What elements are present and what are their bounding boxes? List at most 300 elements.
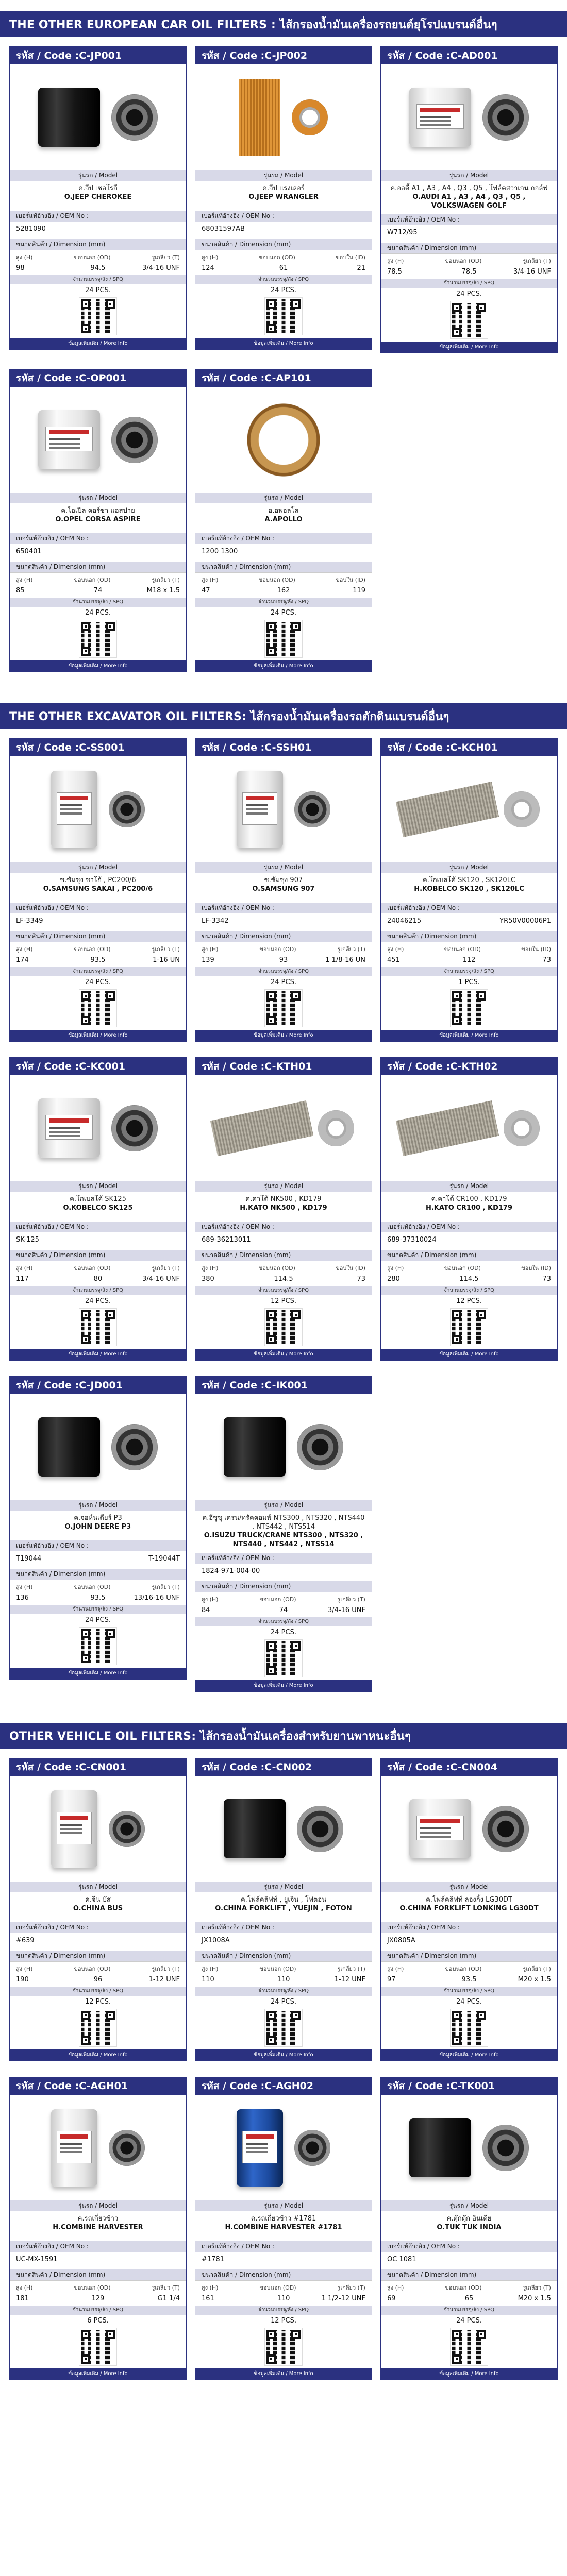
filter-element bbox=[239, 79, 280, 156]
spq-label: จำนวนบรรจุ/ลัง / SPQ bbox=[381, 2306, 557, 2315]
filter-canister bbox=[237, 771, 283, 848]
spq-value: 6 PCS. bbox=[87, 2317, 109, 2325]
dimension-values bbox=[195, 1975, 372, 1987]
product-card[interactable] bbox=[9, 738, 187, 1042]
product-grid bbox=[0, 37, 567, 688]
dimension-headers bbox=[10, 2280, 186, 2294]
product-image bbox=[10, 1394, 186, 1500]
filter-canister bbox=[51, 771, 97, 848]
filter-canister bbox=[409, 88, 471, 147]
more-info-link[interactable]: ข้อมูลเพิ่มเติม / More Info bbox=[10, 1030, 186, 1041]
code-value: C-TK001 bbox=[450, 2080, 495, 2092]
spq-label: จำนวนบรรจุ/ลัง / SPQ bbox=[381, 1286, 557, 1295]
dimension-header: รูเกลียว (T) bbox=[152, 577, 180, 583]
dimension-value: 78.5 bbox=[387, 268, 402, 276]
product-code bbox=[381, 739, 557, 756]
product-card[interactable] bbox=[380, 46, 558, 353]
code-prefix: รหัส / Code : bbox=[202, 2080, 265, 2092]
code-prefix: รหัส / Code : bbox=[202, 372, 265, 384]
dimension-values bbox=[381, 2294, 557, 2306]
more-info-link[interactable]: ข้อมูลเพิ่มเติม / More Info bbox=[195, 338, 372, 349]
dimension-headers bbox=[381, 942, 557, 955]
model-thai: ค.โกเบลโค้ SK125 bbox=[70, 1195, 126, 1203]
code-prefix: รหัส / Code : bbox=[387, 742, 451, 753]
model-english: O.CHINA FORKLIFT LONKING LG30DT bbox=[399, 1905, 539, 1912]
qr-code[interactable] bbox=[79, 1309, 116, 1346]
product-image bbox=[195, 756, 372, 862]
dimension-header: ขอบนอก (OD) bbox=[74, 254, 111, 261]
dimension-header: สูง (H) bbox=[16, 1965, 33, 1972]
product-card[interactable] bbox=[195, 2077, 372, 2380]
more-info-link[interactable]: ข้อมูลเพิ่มเติม / More Info bbox=[381, 2049, 557, 2061]
product-card[interactable] bbox=[9, 1758, 187, 2061]
product-image bbox=[195, 1394, 372, 1500]
dimension-header: สูง (H) bbox=[202, 946, 219, 953]
oem-numbers bbox=[10, 913, 186, 931]
spq-label: จำนวนบรรจุ/ลัง / SPQ bbox=[195, 1286, 372, 1295]
more-info-link[interactable]: ข้อมูลเพิ่มเติม / More Info bbox=[10, 2368, 186, 2380]
dimension-value: 13/16-16 UNF bbox=[134, 1594, 180, 1602]
product-card[interactable] bbox=[195, 46, 372, 350]
product-card[interactable] bbox=[9, 2077, 187, 2380]
filter-base-plate bbox=[109, 791, 145, 827]
product-grid bbox=[0, 729, 567, 1707]
dimension-value: 117 bbox=[16, 1275, 29, 1283]
dimension-value: M20 x 1.5 bbox=[518, 2295, 551, 2302]
oem-label: เบอร์แท้อ้างอิง / OEM No : bbox=[381, 214, 557, 225]
dimension-value: 1 1/8-16 UN bbox=[325, 956, 365, 964]
qr-code[interactable] bbox=[451, 1309, 488, 1346]
dimension-header: สูง (H) bbox=[16, 1265, 33, 1272]
model-label: รุ่นรถ / Model bbox=[195, 1500, 372, 1511]
dimension-values bbox=[10, 1593, 186, 1605]
dimension-header: ขอบนอก (OD) bbox=[258, 1265, 295, 1272]
qr-row bbox=[10, 1308, 186, 1349]
oem-numbers bbox=[10, 222, 186, 239]
dimension-value: 61 bbox=[279, 264, 288, 272]
dimension-headers bbox=[195, 1961, 372, 1975]
dimension-header: รูเกลียว (T) bbox=[152, 1265, 180, 1272]
qr-code[interactable] bbox=[265, 2328, 302, 2365]
dimension-values bbox=[195, 1274, 372, 1286]
product-card[interactable] bbox=[380, 1057, 558, 1361]
product-code bbox=[381, 1758, 557, 1776]
product-image bbox=[195, 64, 372, 170]
dimension-label: ขนาดสินค้า / Dimension (mm) bbox=[10, 1250, 186, 1261]
product-code bbox=[195, 47, 372, 64]
product-card[interactable] bbox=[195, 369, 372, 672]
dimension-values bbox=[10, 1975, 186, 1987]
filter-base-plate bbox=[111, 94, 158, 141]
model-thai: ค.จอห์นเดียร์ P3 bbox=[74, 1514, 122, 1522]
model-box bbox=[10, 873, 186, 903]
oem-numbers bbox=[195, 1933, 372, 1951]
qr-code[interactable] bbox=[79, 990, 116, 1027]
dimension-values bbox=[10, 586, 186, 598]
dimension-value: 280 bbox=[387, 1275, 400, 1283]
dimension-label: ขนาดสินค้า / Dimension (mm) bbox=[381, 931, 557, 942]
filter-element bbox=[396, 1100, 499, 1156]
dimension-values bbox=[10, 1274, 186, 1286]
oem-number: W712/95 bbox=[387, 229, 418, 236]
dimension-header: ขอบใน (ID) bbox=[521, 946, 551, 953]
code-prefix: รหัส / Code : bbox=[202, 1061, 265, 1072]
dimension-header: ขอบนอก (OD) bbox=[258, 577, 295, 583]
qr-finder bbox=[266, 1666, 276, 1675]
oem-label: เบอร์แท้อ้างอิง / OEM No : bbox=[381, 1922, 557, 1933]
code-value: C-AGH02 bbox=[264, 2080, 314, 2092]
product-image bbox=[195, 2095, 372, 2200]
dimension-value: 181 bbox=[16, 2295, 29, 2302]
model-box bbox=[381, 181, 557, 214]
qr-finder bbox=[81, 991, 90, 1001]
dimension-value: 65 bbox=[464, 2295, 474, 2302]
qr-row bbox=[195, 1639, 372, 1680]
code-value: C-OP001 bbox=[79, 372, 127, 384]
dimension-header: ขอบใน (ID) bbox=[336, 254, 365, 261]
qr-code[interactable] bbox=[79, 620, 116, 657]
product-card[interactable] bbox=[195, 1758, 372, 2061]
code-prefix: รหัส / Code : bbox=[16, 2080, 79, 2092]
product-code bbox=[10, 47, 186, 64]
dimension-headers bbox=[381, 1961, 557, 1975]
qr-code[interactable] bbox=[265, 990, 302, 1027]
oem-number: T19044 bbox=[16, 1555, 42, 1563]
product-code bbox=[381, 47, 557, 64]
dimension-values bbox=[381, 1975, 557, 1987]
oem-numbers bbox=[195, 544, 372, 562]
qr-finder bbox=[266, 991, 276, 1001]
product-image bbox=[381, 2095, 557, 2200]
model-label: รุ่นรถ / Model bbox=[10, 1181, 186, 1192]
spq-label: จำนวนบรรจุ/ลัง / SPQ bbox=[381, 1987, 557, 1996]
product-card[interactable] bbox=[9, 46, 187, 350]
product-image bbox=[195, 387, 372, 493]
qr-finder bbox=[291, 1310, 301, 1319]
dimension-header: ขอบนอก (OD) bbox=[74, 2284, 111, 2291]
product-image bbox=[10, 756, 186, 862]
code-value: C-KCH01 bbox=[450, 742, 498, 753]
oem-label: เบอร์แท้อ้างอิง / OEM No : bbox=[381, 2241, 557, 2252]
oem-numbers bbox=[10, 1551, 186, 1569]
dimension-header: สูง (H) bbox=[16, 2284, 33, 2291]
dimension-value: 73 bbox=[542, 956, 551, 964]
qr-finder bbox=[266, 2330, 276, 2339]
filter-canister bbox=[38, 1417, 100, 1477]
more-info-link[interactable]: ข้อมูลเพิ่มเติม / More Info bbox=[195, 660, 372, 672]
product-image bbox=[10, 1776, 186, 1882]
qr-finder bbox=[452, 1335, 461, 1344]
dimension-header: สูง (H) bbox=[202, 1265, 219, 1272]
more-info-link[interactable]: ข้อมูลเพิ่มเติม / More Info bbox=[195, 2368, 372, 2380]
product-code bbox=[10, 1058, 186, 1075]
dimension-header: ขอบนอก (OD) bbox=[259, 1965, 296, 1972]
qr-code[interactable] bbox=[451, 2009, 488, 2046]
more-info-link[interactable]: ข้อมูลเพิ่มเติม / More Info bbox=[10, 660, 186, 672]
qr-finder bbox=[477, 1310, 486, 1319]
model-english: H.KATO CR100 , KD179 bbox=[425, 1204, 513, 1212]
more-info-link[interactable]: ข้อมูลเพิ่มเติม / More Info bbox=[10, 2049, 186, 2061]
spq-label: จำนวนบรรจุ/ลัง / SPQ bbox=[10, 598, 186, 607]
model-english: H.KATO NK500 , KD179 bbox=[240, 1204, 327, 1212]
spq-label: จำนวนบรรจุ/ลัง / SPQ bbox=[10, 1286, 186, 1295]
filter-element bbox=[396, 782, 499, 837]
filter-canister bbox=[38, 410, 100, 469]
dimension-header: สูง (H) bbox=[202, 254, 219, 261]
qr-code[interactable] bbox=[451, 2328, 488, 2365]
spq-label: จำนวนบรรจุ/ลัง / SPQ bbox=[195, 1617, 372, 1626]
dimension-header: สูง (H) bbox=[387, 2284, 404, 2291]
code-prefix: รหัส / Code : bbox=[202, 50, 265, 61]
code-value: C-CN001 bbox=[79, 1761, 126, 1773]
model-english: O.TUK TUK INDIA bbox=[437, 2224, 502, 2231]
dimension-label: ขนาดสินค้า / Dimension (mm) bbox=[381, 2269, 557, 2280]
product-card[interactable] bbox=[9, 1057, 187, 1361]
oem-numbers bbox=[10, 1232, 186, 1250]
more-info-link[interactable]: ข้อมูลเพิ่มเติม / More Info bbox=[195, 2049, 372, 2061]
model-box bbox=[195, 873, 372, 903]
dimension-header: สูง (H) bbox=[387, 1265, 404, 1272]
dimension-label: ขนาดสินค้า / Dimension (mm) bbox=[195, 239, 372, 250]
product-image bbox=[381, 1776, 557, 1882]
more-info-link[interactable]: ข้อมูลเพิ่มเติม / More Info bbox=[10, 1668, 186, 1679]
dimension-value: 1-12 UNF bbox=[148, 1976, 180, 1984]
dimension-header: สูง (H) bbox=[16, 577, 33, 583]
more-info-link[interactable]: ข้อมูลเพิ่มเติม / More Info bbox=[381, 342, 557, 353]
dimension-header: รูเกลียว (T) bbox=[152, 254, 180, 261]
dimension-label: ขนาดสินค้า / Dimension (mm) bbox=[10, 1951, 186, 1961]
dimension-header: รูเกลียว (T) bbox=[337, 1596, 365, 1603]
dimension-value: 3/4-16 UNF bbox=[142, 1275, 180, 1283]
filter-base-plate bbox=[111, 417, 158, 463]
filter-canister bbox=[409, 1799, 471, 1858]
more-info-link[interactable]: ข้อมูลเพิ่มเติม / More Info bbox=[10, 338, 186, 349]
more-info-link[interactable]: ข้อมูลเพิ่มเติม / More Info bbox=[10, 1349, 186, 1360]
model-english: O.SAMSUNG SAKAI , PC200/6 bbox=[43, 885, 153, 893]
dimension-values bbox=[381, 955, 557, 967]
qr-code[interactable] bbox=[451, 990, 488, 1027]
dimension-value: 110 bbox=[277, 2295, 290, 2302]
dimension-values bbox=[10, 955, 186, 967]
oem-numbers bbox=[195, 2252, 372, 2269]
model-english: H.KOBELCO SK120 , SK120LC bbox=[414, 885, 524, 893]
qr-finder bbox=[291, 2330, 301, 2339]
filter-canister bbox=[38, 1098, 100, 1158]
dimension-value: 74 bbox=[93, 587, 103, 595]
qr-row bbox=[10, 1626, 186, 1668]
qr-finder bbox=[291, 991, 301, 1001]
more-info-link[interactable]: ข้อมูลเพิ่มเติม / More Info bbox=[195, 1030, 372, 1041]
qr-code[interactable] bbox=[265, 620, 302, 657]
qr-code[interactable] bbox=[265, 2009, 302, 2046]
product-card[interactable] bbox=[380, 1758, 558, 2061]
dimension-headers bbox=[381, 1261, 557, 1274]
model-box bbox=[10, 181, 186, 211]
oem-number: 689-36213011 bbox=[202, 1236, 251, 1244]
qr-finder bbox=[452, 303, 461, 312]
dimension-header: สูง (H) bbox=[387, 1965, 404, 1972]
model-box bbox=[10, 1892, 186, 1922]
product-code bbox=[10, 2077, 186, 2095]
dimension-value: 112 bbox=[462, 956, 476, 964]
spq-label: จำนวนบรรจุ/ลัง / SPQ bbox=[10, 2306, 186, 2315]
spq-value: 12 PCS. bbox=[85, 1998, 111, 2006]
dimension-header: สูง (H) bbox=[202, 1965, 219, 1972]
dimension-values bbox=[381, 267, 557, 279]
qr-finder bbox=[477, 991, 486, 1001]
product-card[interactable] bbox=[195, 738, 372, 1042]
catalog-section bbox=[0, 1723, 567, 2396]
dimension-header: รูเกลียว (T) bbox=[152, 946, 180, 953]
model-thai: ค.คาโต้ NK500 , KD179 bbox=[245, 1195, 322, 1203]
product-card[interactable] bbox=[195, 1376, 372, 1692]
dimension-header: รูเกลียว (T) bbox=[337, 1965, 365, 1972]
product-code bbox=[381, 2077, 557, 2095]
more-info-link[interactable]: ข้อมูลเพิ่มเติม / More Info bbox=[381, 1349, 557, 1360]
qr-finder bbox=[452, 2354, 461, 2364]
spq-label: จำนวนบรรจุ/ลัง / SPQ bbox=[195, 598, 372, 607]
oem-numbers bbox=[381, 2252, 557, 2269]
spq-value: 24 PCS. bbox=[85, 978, 111, 986]
more-info-link[interactable]: ข้อมูลเพิ่มเติม / More Info bbox=[195, 1680, 372, 1691]
dimension-header: รูเกลียว (T) bbox=[523, 1965, 551, 1972]
oem-label: เบอร์แท้อ้างอิง / OEM No : bbox=[195, 1922, 372, 1933]
filter-canister bbox=[224, 1799, 286, 1858]
qr-row bbox=[195, 297, 372, 338]
section-title: THE OTHER EUROPEAN CAR OIL FILTERS : ไส้กรองน้ำมันเครื่องรถยนต์ยุโรปแบรนด์อื่นๆ bbox=[0, 11, 567, 37]
filter-label bbox=[242, 792, 277, 825]
dimension-header: ขอบใน (ID) bbox=[521, 1265, 551, 1272]
filter-canister bbox=[237, 2109, 283, 2187]
qr-code[interactable] bbox=[79, 2328, 116, 2365]
spq-label: จำนวนบรรจุ/ลัง / SPQ bbox=[10, 1987, 186, 1996]
dimension-values bbox=[195, 2294, 372, 2306]
product-card[interactable] bbox=[380, 2077, 558, 2380]
product-card[interactable] bbox=[9, 369, 187, 672]
model-thai: ซ.ซัมซุง 907 bbox=[264, 876, 303, 884]
oem-label: เบอร์แท้อ้างอิง / OEM No : bbox=[10, 903, 186, 913]
oem-number: 650401 bbox=[16, 548, 42, 555]
qr-code[interactable] bbox=[79, 2009, 116, 2046]
dimension-value: 73 bbox=[542, 1275, 551, 1283]
qr-finder bbox=[81, 1629, 90, 1638]
qr-finder bbox=[266, 647, 276, 656]
code-value: C-IK001 bbox=[264, 1380, 308, 1391]
model-thai: ค.โฟล์คลิฟท์ , ยูเจิน , โฟตอน bbox=[240, 1896, 327, 1904]
model-label: รุ่นรถ / Model bbox=[10, 1882, 186, 1892]
spq-value: 1 PCS. bbox=[458, 978, 480, 986]
spq-label: จำนวนบรรจุ/ลัง / SPQ bbox=[10, 1605, 186, 1614]
oem-number: OC 1081 bbox=[387, 2256, 416, 2263]
qr-row bbox=[381, 300, 557, 342]
code-prefix: รหัส / Code : bbox=[387, 1761, 451, 1773]
product-code bbox=[195, 1058, 372, 1075]
dimension-header: รูเกลียว (T) bbox=[523, 2284, 551, 2291]
more-info-link[interactable]: ข้อมูลเพิ่มเติม / More Info bbox=[381, 1030, 557, 1041]
model-label: รุ่นรถ / Model bbox=[195, 2200, 372, 2211]
dimension-label: ขนาดสินค้า / Dimension (mm) bbox=[381, 243, 557, 253]
model-thai: ค.คาโต้ CR100 , KD179 bbox=[431, 1195, 507, 1203]
oem-label: เบอร์แท้อ้างอิง / OEM No : bbox=[10, 2241, 186, 2252]
product-code bbox=[10, 1377, 186, 1394]
spq-value: 24 PCS. bbox=[456, 1998, 482, 2006]
product-card[interactable] bbox=[195, 1057, 372, 1361]
spq-value: 24 PCS. bbox=[456, 2317, 482, 2325]
dimension-header: ขอบนอก (OD) bbox=[259, 2284, 296, 2291]
qr-finder bbox=[81, 1335, 90, 1344]
dimension-values bbox=[10, 263, 186, 275]
dimension-label: ขนาดสินค้า / Dimension (mm) bbox=[10, 931, 186, 942]
qr-code[interactable] bbox=[265, 1309, 302, 1346]
filter-base-plate bbox=[482, 1806, 529, 1852]
filter-label bbox=[45, 427, 92, 451]
qr-code[interactable] bbox=[265, 298, 302, 335]
qr-code[interactable] bbox=[265, 1640, 302, 1677]
dimension-value: 93.5 bbox=[90, 1594, 106, 1602]
code-prefix: รหัส / Code : bbox=[16, 50, 79, 61]
filter-label bbox=[57, 792, 92, 825]
dimension-header: ขอบนอก (OD) bbox=[445, 2284, 482, 2291]
qr-finder bbox=[106, 622, 115, 631]
oem-number: 24046215 bbox=[387, 917, 422, 925]
more-info-link[interactable]: ข้อมูลเพิ่มเติม / More Info bbox=[381, 2368, 557, 2380]
oem-label: เบอร์แท้อ้างอิง / OEM No : bbox=[10, 1540, 186, 1551]
model-box bbox=[10, 1192, 186, 1222]
qr-finder bbox=[266, 299, 276, 309]
spq-value: 24 PCS. bbox=[85, 286, 111, 294]
qr-finder bbox=[266, 2036, 276, 2045]
qr-code[interactable] bbox=[451, 301, 488, 338]
dimension-header: สูง (H) bbox=[202, 2284, 219, 2291]
qr-code[interactable] bbox=[79, 1628, 116, 1665]
dimension-headers bbox=[10, 1261, 186, 1274]
model-thai: ค.โฟล์คลิฟท์ ลองกิ้ง LG30DT bbox=[426, 1896, 512, 1904]
more-info-link[interactable]: ข้อมูลเพิ่มเติม / More Info bbox=[195, 1349, 372, 1360]
dimension-value: 74 bbox=[279, 1606, 288, 1614]
product-card[interactable] bbox=[9, 1376, 187, 1680]
model-box bbox=[381, 1892, 557, 1922]
dimension-value: 110 bbox=[277, 1976, 290, 1984]
oem-numbers bbox=[10, 544, 186, 562]
oem-numbers bbox=[10, 1933, 186, 1951]
qr-finder bbox=[452, 328, 461, 337]
model-label: รุ่นรถ / Model bbox=[10, 2200, 186, 2211]
oem-number: LF-3342 bbox=[202, 917, 229, 925]
filter-label bbox=[416, 104, 463, 129]
qr-finder bbox=[266, 2354, 276, 2364]
filter-base-plate bbox=[297, 1424, 343, 1470]
model-thai: ค.ตุ๊กตุ๊ก อินเดีย bbox=[446, 2215, 492, 2223]
product-card[interactable] bbox=[380, 738, 558, 1042]
dimension-label: ขนาดสินค้า / Dimension (mm) bbox=[195, 1250, 372, 1261]
catalog-section bbox=[0, 11, 567, 688]
dimension-header: ขอบใน (ID) bbox=[336, 577, 365, 583]
dimension-value: 139 bbox=[202, 956, 214, 964]
dimension-value: 97 bbox=[387, 1976, 396, 1984]
filter-label bbox=[57, 1812, 92, 1844]
dimension-value: 1-16 UN bbox=[153, 956, 180, 964]
dimension-values bbox=[195, 955, 372, 967]
product-code bbox=[195, 369, 372, 387]
dimension-headers bbox=[10, 250, 186, 263]
dimension-values bbox=[195, 586, 372, 598]
dimension-value: G1 1/4 bbox=[157, 2295, 180, 2302]
qr-finder bbox=[452, 991, 461, 1001]
dimension-value: 161 bbox=[202, 2295, 214, 2302]
filter-canister bbox=[409, 2118, 471, 2177]
qr-code[interactable] bbox=[79, 298, 116, 335]
filter-label bbox=[416, 1816, 463, 1840]
